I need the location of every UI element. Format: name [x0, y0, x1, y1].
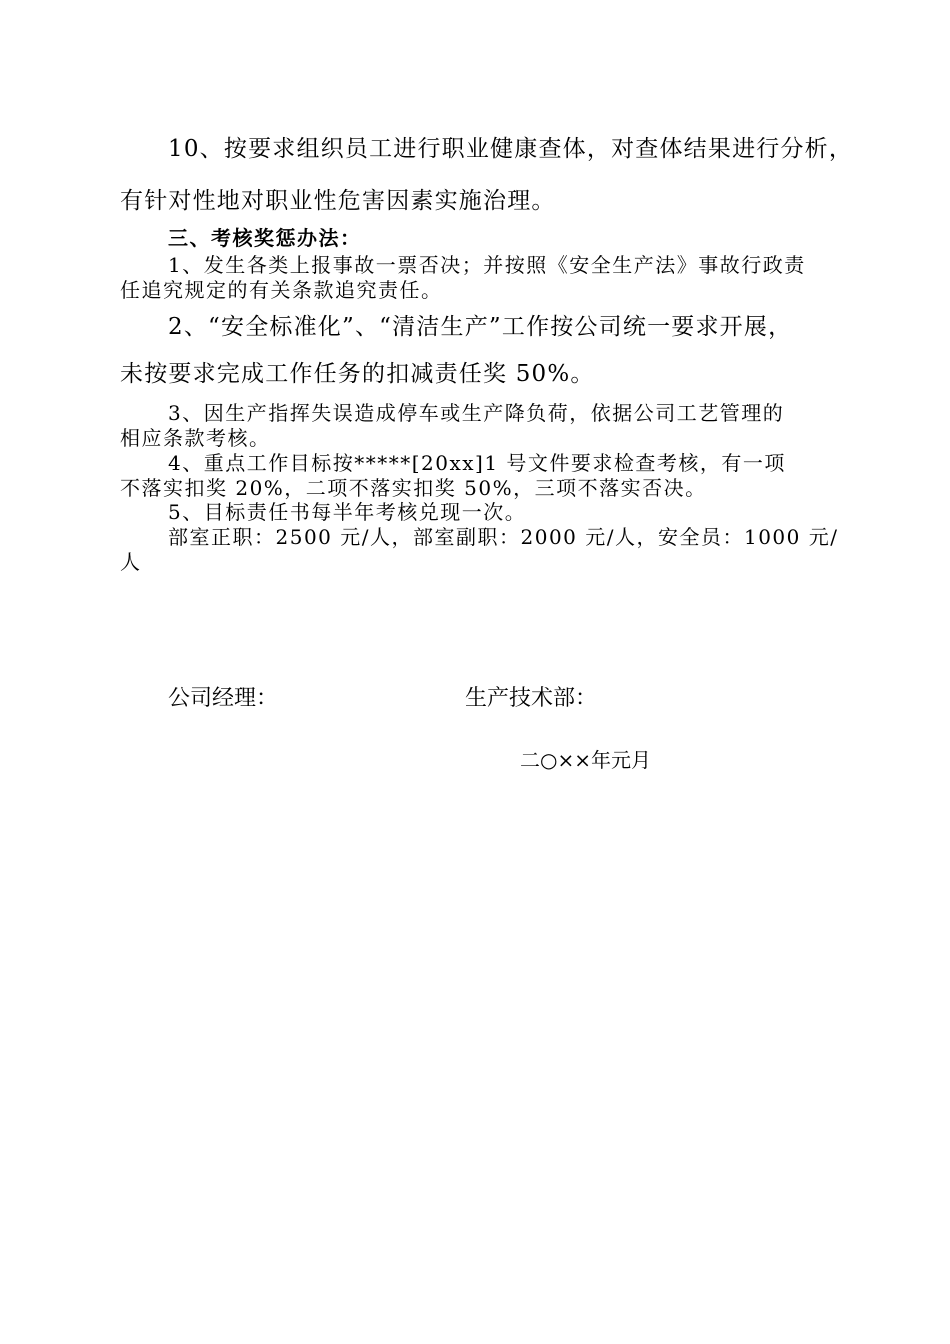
section3-p1-line1: 1、发生各类上报事故一票否决；并按照《安全生产法》事故行政责 — [168, 253, 806, 277]
document-date: 二○××年元月 — [520, 748, 651, 772]
section3-p6-line1: 部室正职：2500 元/人，部室副职：2000 元/人，安全员：1000 元/ — [168, 525, 839, 549]
section3-p4-line2: 不落实扣奖 20%，二项不落实扣奖 50%，三项不落实否决。 — [120, 476, 707, 500]
signature-company-manager: 公司经理： — [168, 686, 279, 711]
item10-line2: 有针对性地对职业性危害因素实施治理。 — [120, 188, 556, 214]
section3-p3-line2: 相应条款考核。 — [120, 426, 271, 450]
section3-p2-line1: 2、“安全标准化”、“清洁生产”工作按公司统一要求开展， — [168, 314, 793, 340]
section3-p6-line2: 人 — [120, 550, 142, 574]
section3-p5: 5、目标责任书每半年考核兑现一次。 — [168, 500, 527, 524]
section3-p1-line2: 任追究规定的有关条款追究责任。 — [120, 278, 443, 302]
section3-heading: 三、考核奖惩办法： — [168, 226, 362, 250]
section3-p2-line2: 未按要求完成工作任务的扣减责任奖 50%。 — [120, 361, 595, 387]
section3-p3-line1: 3、因生产指挥失误造成停车或生产降负荷，依据公司工艺管理的 — [168, 401, 785, 425]
item10-line1: 10、按要求组织员工进行职业健康查体，对查体结果进行分析， — [168, 136, 854, 162]
section3-p4-line1: 4、重点工作目标按*****[20xx]1 号文件要求检查考核，有一项 — [168, 451, 786, 475]
signature-production-tech-dept: 生产技术部： — [465, 686, 598, 711]
